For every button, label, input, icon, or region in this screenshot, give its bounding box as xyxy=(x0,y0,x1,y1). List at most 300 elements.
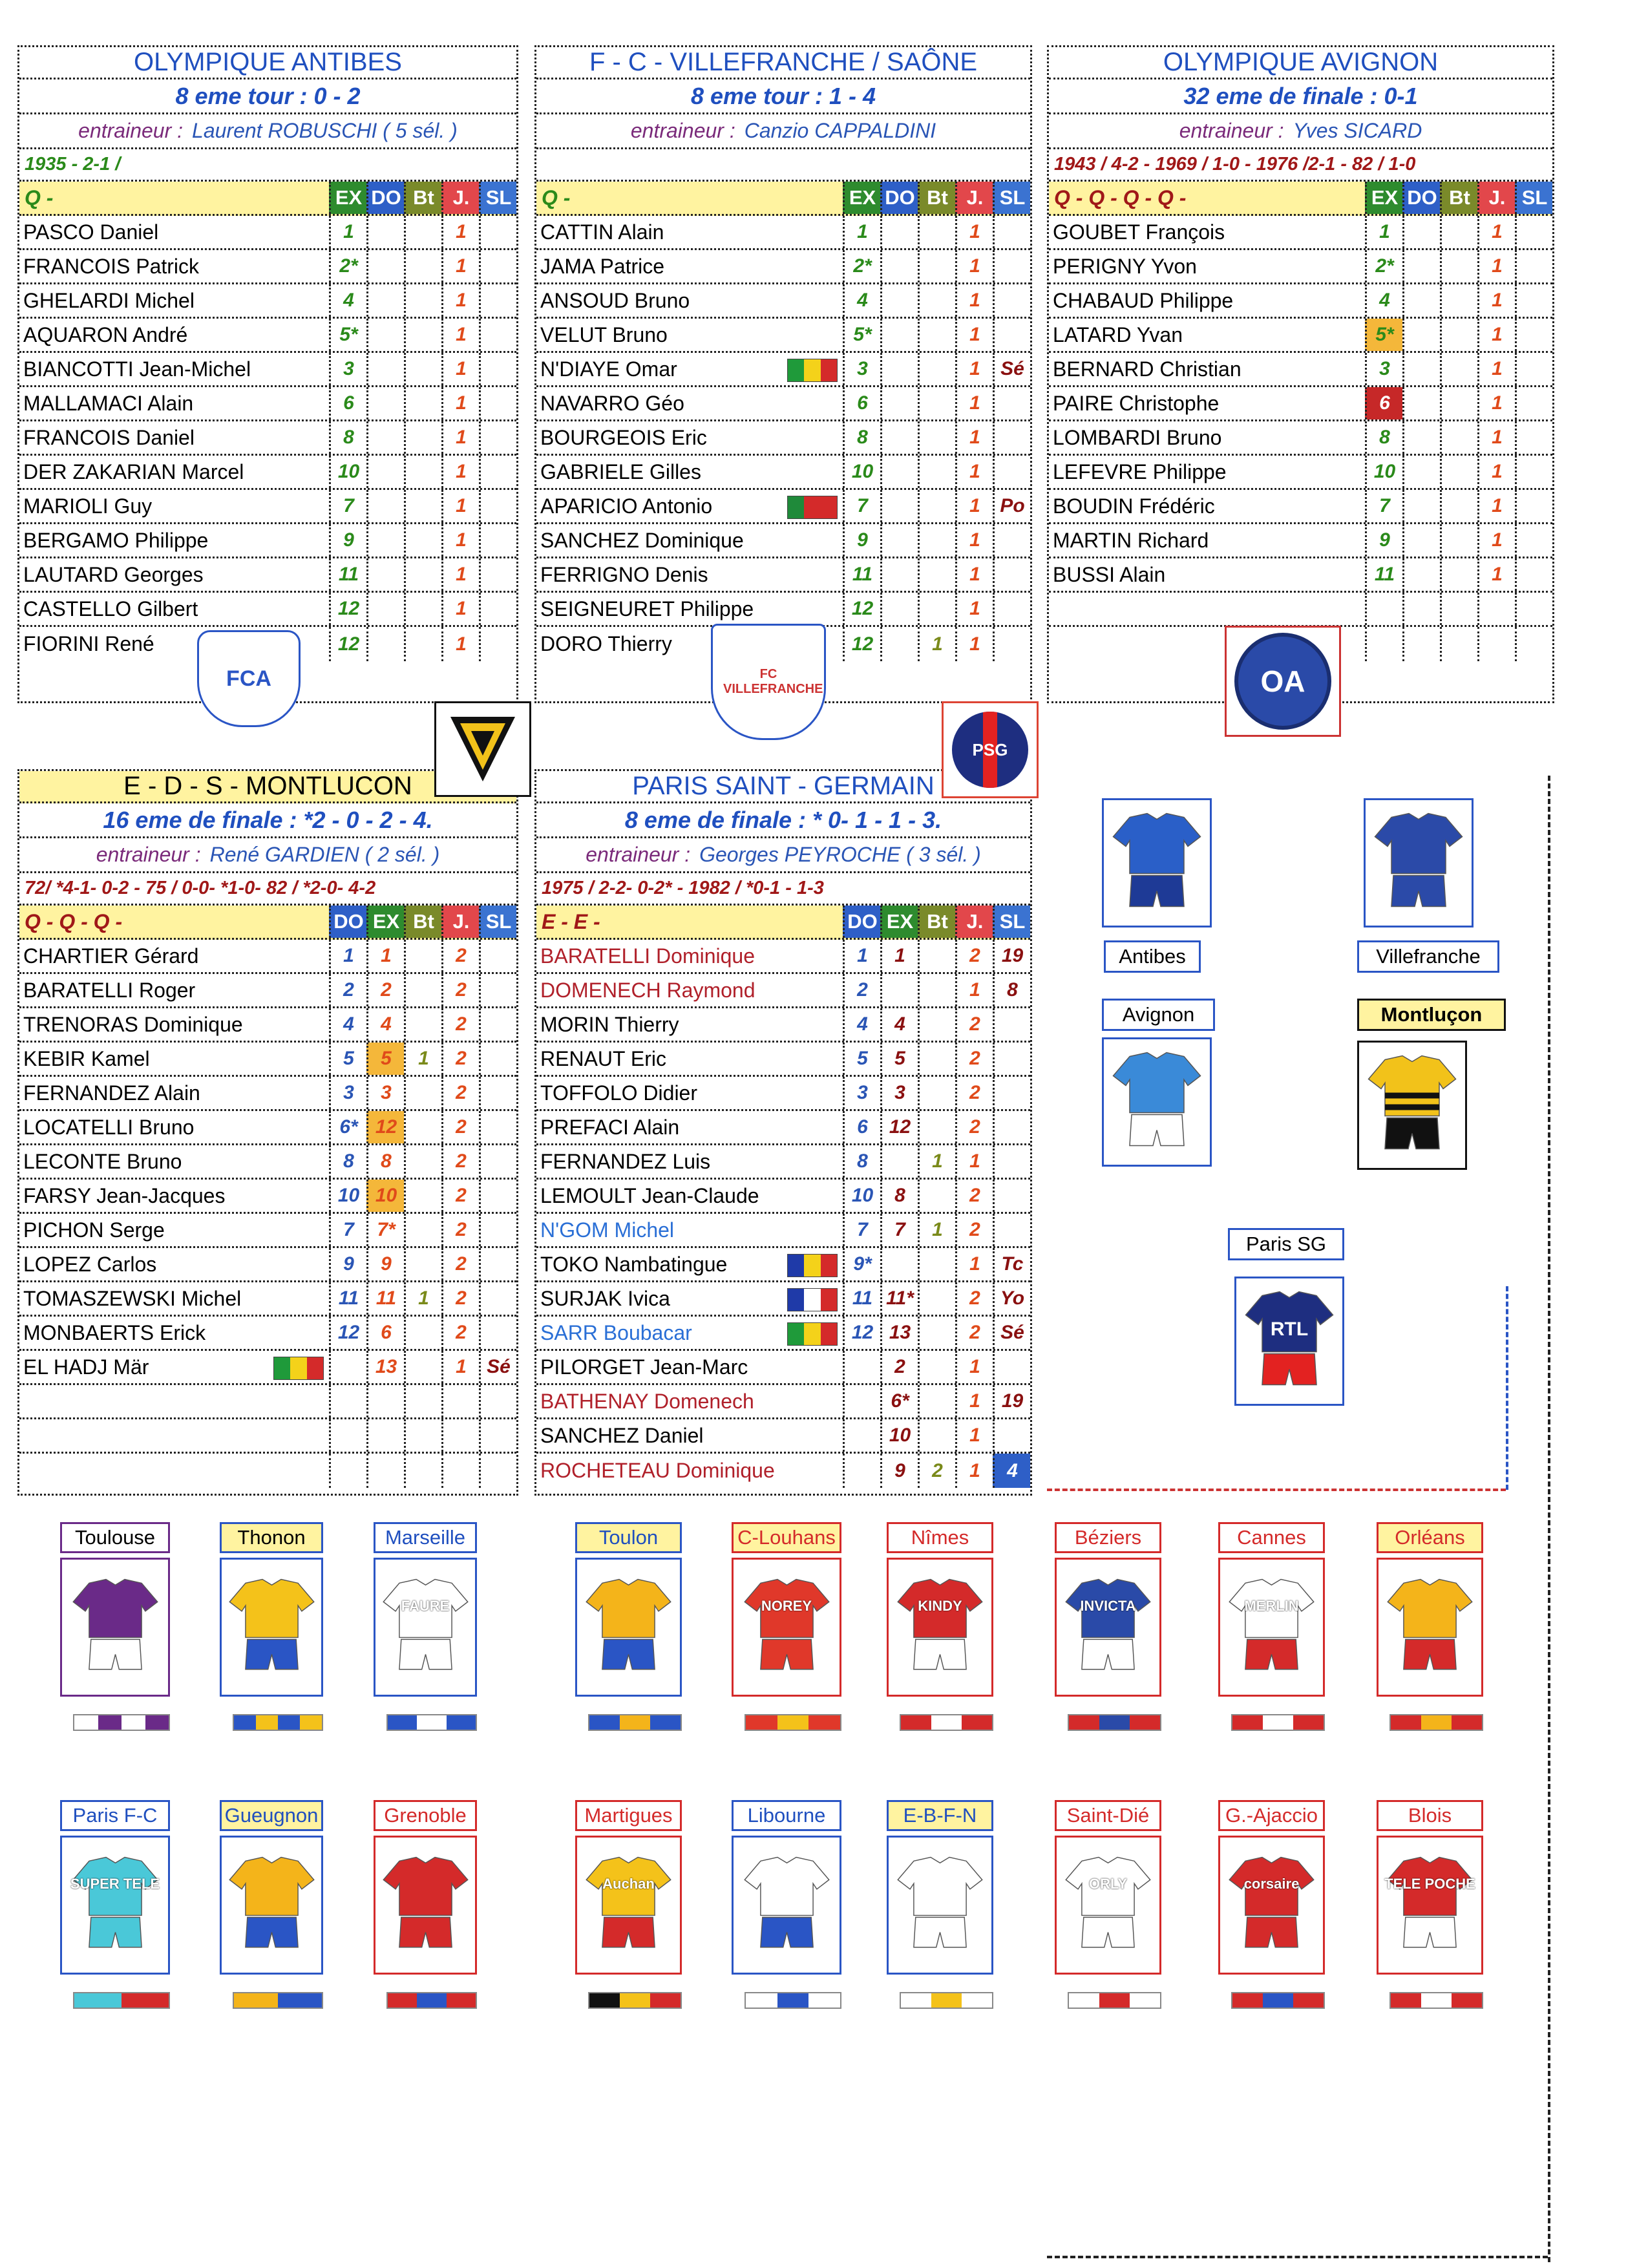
stat-ex: 9 xyxy=(1365,524,1402,556)
stat-j: 2 xyxy=(441,1282,479,1315)
stat-sl: 19 xyxy=(993,1385,1030,1417)
stat-bt xyxy=(918,1351,955,1383)
stat-ex: 2* xyxy=(843,250,880,282)
stat-do: 5 xyxy=(329,1043,366,1075)
stat-do xyxy=(366,490,404,522)
stat-sl xyxy=(479,421,516,454)
stat-sl: Sé xyxy=(993,353,1030,385)
player-row xyxy=(19,1008,516,1043)
kit-box xyxy=(1234,1277,1344,1406)
stat-sl xyxy=(479,250,516,282)
player-name: TOFFOLO Didier xyxy=(540,1081,697,1105)
jersey-icon xyxy=(1241,1283,1338,1399)
player-name: PICHON Serge xyxy=(23,1218,165,1242)
col-sl: SL xyxy=(479,906,516,938)
kit-label: E-B-F-N xyxy=(887,1800,993,1831)
player-name: PILORGET Jean-Marc xyxy=(540,1355,748,1379)
player-name: PERIGNY Yvon xyxy=(1053,254,1197,278)
stat-ex: 7* xyxy=(366,1214,404,1246)
player-row xyxy=(536,1111,1030,1145)
player-name xyxy=(19,1454,329,1488)
stat-do: 3 xyxy=(329,1077,366,1109)
stat-bt xyxy=(404,593,441,625)
stat-sl xyxy=(479,387,516,419)
stat-ex: 11 xyxy=(366,1282,404,1315)
stat-do xyxy=(366,216,404,248)
stat-j: 1 xyxy=(441,490,479,522)
stat-do: 10 xyxy=(329,1180,366,1212)
stat-bt xyxy=(404,1248,441,1280)
player-name: RENAUT Eric xyxy=(540,1046,666,1070)
stat-sl xyxy=(1515,593,1552,625)
player-row xyxy=(536,216,1030,250)
stat-ex: 2 xyxy=(880,1351,918,1383)
player-row xyxy=(536,1317,1030,1351)
kit-label: Thonon xyxy=(220,1522,323,1553)
stat-bt xyxy=(1440,250,1477,282)
jersey-icon xyxy=(1061,1564,1155,1690)
col-bt: Bt xyxy=(1440,182,1477,214)
stat-ex: 6 xyxy=(843,387,880,419)
stat-j xyxy=(441,1454,479,1488)
stat-j: 1 xyxy=(441,558,479,591)
player-row xyxy=(19,1419,516,1454)
stat-do: 1 xyxy=(843,940,880,972)
stat-bt xyxy=(404,1385,441,1417)
player-name: ROCHETEAU Dominique xyxy=(540,1459,775,1482)
stat-bt xyxy=(918,974,955,1006)
stat-do: 8 xyxy=(329,1145,366,1178)
player-row xyxy=(19,284,516,319)
stat-ex: 8 xyxy=(1365,421,1402,454)
stat-sl xyxy=(479,1214,516,1246)
stat-ex: 7 xyxy=(329,490,366,522)
player-row xyxy=(536,940,1030,974)
player-name: SARR Boubacar xyxy=(536,1317,843,1349)
stat-ex: 7 xyxy=(880,1214,918,1246)
col-j: J. xyxy=(441,182,479,214)
player-name: LATARD Yvan xyxy=(1053,323,1183,346)
jersey-icon xyxy=(893,1564,987,1690)
stat-ex: 12 xyxy=(366,1111,404,1143)
player-name: SEIGNEURET Philippe xyxy=(540,597,754,620)
player-name: LAUTARD Georges xyxy=(23,562,204,586)
col-ex: EX xyxy=(366,906,404,938)
stat-sl xyxy=(479,1043,516,1075)
stat-ex xyxy=(880,1145,918,1178)
kit-sponsor: FAURE xyxy=(401,1598,450,1614)
player-name: MORIN Thierry xyxy=(540,1012,679,1036)
stat-sl xyxy=(479,1317,516,1349)
player-name: FERNANDEZ Luis xyxy=(540,1149,711,1173)
stat-ex: 2* xyxy=(1365,250,1402,282)
stat-bt xyxy=(404,387,441,419)
col-ex: EX xyxy=(843,182,880,214)
stat-do xyxy=(1402,627,1440,661)
kit-label: Nîmes xyxy=(887,1522,993,1553)
stat-bt xyxy=(918,1111,955,1143)
stat-bt xyxy=(404,456,441,488)
kit-box xyxy=(1055,1558,1161,1697)
stat-sl xyxy=(479,456,516,488)
player-row xyxy=(19,1282,516,1317)
stat-bt xyxy=(1440,284,1477,317)
kit-box xyxy=(732,1558,841,1697)
stat-bt xyxy=(918,490,955,522)
kit-box xyxy=(1055,1836,1161,1975)
stat-ex: 9 xyxy=(366,1248,404,1280)
stat-bt xyxy=(1440,421,1477,454)
col-do: DO xyxy=(880,182,918,214)
stat-sl xyxy=(993,1145,1030,1178)
stat-do: 4 xyxy=(329,1008,366,1041)
stat-j: 2 xyxy=(955,1008,993,1041)
stat-ex xyxy=(366,1419,404,1452)
stat-ex: 12 xyxy=(329,593,366,625)
player-name: BOUDIN Frédéric xyxy=(1053,494,1215,518)
jersey-icon xyxy=(1383,1564,1477,1690)
stat-j: 1 xyxy=(955,627,993,661)
kit-sponsor: SUPER TELE xyxy=(70,1876,160,1892)
stat-j: 1 xyxy=(955,1145,993,1178)
kit-sponsor: NOREY xyxy=(761,1598,812,1614)
stat-j: 2 xyxy=(441,1008,479,1041)
stat-sl xyxy=(479,1077,516,1109)
kit-label: C-Louhans xyxy=(732,1522,841,1553)
stat-bt xyxy=(918,524,955,556)
player-row xyxy=(19,456,516,490)
avignon-crest xyxy=(1225,626,1341,737)
stat-do xyxy=(880,490,918,522)
stat-j: 1 xyxy=(955,250,993,282)
stat-sl xyxy=(479,353,516,385)
kit-box xyxy=(220,1558,323,1697)
stat-j: 2 xyxy=(955,1077,993,1109)
stat-ex: 8 xyxy=(329,421,366,454)
stat-bt xyxy=(1440,456,1477,488)
stat-sl xyxy=(1515,524,1552,556)
stat-bt xyxy=(404,524,441,556)
stat-sl xyxy=(993,1043,1030,1075)
stat-bt: 2 xyxy=(918,1454,955,1488)
player-name: MARIOLI Guy xyxy=(23,494,153,518)
player-name: PAIRE Christophe xyxy=(1053,391,1220,415)
kit-label: Gueugnon xyxy=(220,1800,323,1831)
stat-bt xyxy=(918,558,955,591)
jersey-icon xyxy=(69,1564,162,1690)
col-bt: Bt xyxy=(404,182,441,214)
stat-bt xyxy=(918,387,955,419)
stat-j xyxy=(1477,627,1515,661)
color-bar xyxy=(1231,1714,1325,1731)
stat-ex: 1 xyxy=(366,940,404,972)
player-name: MALLAMACI Alain xyxy=(23,391,194,415)
psg-crest xyxy=(942,701,1039,798)
player-row xyxy=(536,490,1030,524)
player-name: BERGAMO Philippe xyxy=(23,528,209,552)
team-name: OLYMPIQUE AVIGNON xyxy=(1049,47,1552,79)
kit-label: Paris F-C xyxy=(60,1800,170,1831)
stat-sl xyxy=(993,1180,1030,1212)
panel-villefranche xyxy=(534,45,1032,703)
stat-ex: 12 xyxy=(843,627,880,661)
player-row xyxy=(1049,456,1552,490)
kit-box xyxy=(374,1558,477,1697)
kit-label: Saint-Dié xyxy=(1055,1800,1161,1831)
player-row xyxy=(1049,319,1552,353)
player-row xyxy=(536,524,1030,558)
stat-ex: 6 xyxy=(366,1317,404,1349)
kit-box xyxy=(1218,1558,1325,1697)
stat-bt xyxy=(918,456,955,488)
player-row xyxy=(19,1248,516,1282)
stat-sl xyxy=(1515,250,1552,282)
team-name: PARIS SAINT - GERMAIN xyxy=(536,771,1030,803)
player-name: PASCO Daniel xyxy=(23,220,159,244)
stat-sl xyxy=(479,558,516,591)
stat-do xyxy=(1402,353,1440,385)
stat-ex: 6 xyxy=(329,387,366,419)
stat-bt xyxy=(404,1180,441,1212)
player-name: LECONTE Bruno xyxy=(23,1149,182,1173)
kit-box xyxy=(220,1836,323,1975)
team-name: F - C - VILLEFRANCHE / SAÔNE xyxy=(536,47,1030,79)
stat-bt: 1 xyxy=(404,1282,441,1315)
stat-j: 1 xyxy=(1477,250,1515,282)
stat-ex: 11* xyxy=(880,1282,918,1315)
stat-ex: 9 xyxy=(880,1454,918,1488)
column-header xyxy=(536,182,1030,216)
stat-sl: Yo xyxy=(993,1282,1030,1315)
stat-sl xyxy=(993,1214,1030,1246)
color-bar xyxy=(1231,1992,1325,2009)
kit-label: Paris SG xyxy=(1228,1228,1344,1260)
stat-bt xyxy=(918,1043,955,1075)
stat-do xyxy=(366,524,404,556)
stat-do xyxy=(366,627,404,661)
stat-j: 1 xyxy=(955,593,993,625)
color-bar xyxy=(588,1992,682,2009)
col-ex: EX xyxy=(1365,182,1402,214)
dashed-border-psg-kit xyxy=(1506,1286,1508,1490)
stat-ex: 8 xyxy=(366,1145,404,1178)
stat-bt: 1 xyxy=(918,1145,955,1178)
player-row xyxy=(19,940,516,974)
stat-bt xyxy=(918,1317,955,1349)
stat-ex xyxy=(366,1454,404,1488)
player-row xyxy=(19,1214,516,1248)
stat-do xyxy=(1402,558,1440,591)
player-name: AQUARON André xyxy=(23,323,188,346)
player-row xyxy=(536,1419,1030,1454)
stat-do: 8 xyxy=(843,1145,880,1178)
stat-bt xyxy=(918,1282,955,1315)
stat-j: 2 xyxy=(955,1043,993,1075)
stat-do: 10 xyxy=(843,1180,880,1212)
player-name: TOMASZEWSKI Michel xyxy=(23,1286,242,1310)
player-row xyxy=(19,1111,516,1145)
jersey-icon xyxy=(740,1564,834,1690)
color-bar xyxy=(900,1992,993,2009)
stat-sl xyxy=(479,1385,516,1417)
coach-name: Georges PEYROCHE ( 3 sél. ) xyxy=(699,843,981,866)
stat-do xyxy=(1402,593,1440,625)
stat-bt xyxy=(918,1008,955,1041)
coach-name: Laurent ROBUSCHI ( 5 sél. ) xyxy=(192,119,458,142)
stat-j: 1 xyxy=(441,1351,479,1383)
player-row xyxy=(19,319,516,353)
stat-sl xyxy=(479,319,516,351)
stat-ex: 10 xyxy=(843,456,880,488)
col-do: DO xyxy=(1402,182,1440,214)
stat-j: 2 xyxy=(441,1214,479,1246)
kit-box xyxy=(1364,798,1474,927)
portugal-flag-icon xyxy=(787,496,838,519)
player-row xyxy=(536,456,1030,490)
psg-crest-text: PSG xyxy=(972,739,1008,759)
stat-ex: 7 xyxy=(843,490,880,522)
player-name xyxy=(19,1385,329,1417)
stat-ex: 3 xyxy=(329,353,366,385)
player-row xyxy=(536,1385,1030,1419)
stat-ex: 2* xyxy=(329,250,366,282)
stat-j: 1 xyxy=(1477,421,1515,454)
stat-j: 1 xyxy=(955,1385,993,1417)
jersey-icon xyxy=(1061,1842,1155,1968)
stat-sl xyxy=(479,1282,516,1315)
stat-bt xyxy=(404,1145,441,1178)
stat-j: 1 xyxy=(955,490,993,522)
kit-label: Grenoble xyxy=(374,1800,477,1831)
kit-label: Béziers xyxy=(1055,1522,1161,1553)
player-name: BARATELLI Roger xyxy=(23,978,196,1002)
player-row xyxy=(1049,284,1552,319)
stat-bt xyxy=(918,1077,955,1109)
stat-j: 2 xyxy=(955,1317,993,1349)
col-j: J. xyxy=(441,906,479,938)
player-row xyxy=(1049,524,1552,558)
stat-j: 1 xyxy=(955,456,993,488)
kit-label: Villefranche xyxy=(1357,940,1499,973)
player-name: EL HADJ Mär xyxy=(19,1351,329,1383)
panel-psg xyxy=(534,769,1032,1496)
kit-label: G.-Ajaccio xyxy=(1218,1800,1325,1831)
round-result: 8 eme de finale : * 0- 1 - 1 - 3. xyxy=(536,803,1030,838)
stat-sl xyxy=(1515,387,1552,419)
jersey-icon xyxy=(1370,805,1467,921)
player-name: FARSY Jean-Jacques xyxy=(23,1183,226,1207)
coach-label: entraineur : xyxy=(1179,119,1284,142)
player-row xyxy=(19,1145,516,1180)
stat-sl xyxy=(1515,490,1552,522)
stat-ex xyxy=(1365,627,1402,661)
stat-do: 9* xyxy=(843,1248,880,1280)
stat-ex: 4 xyxy=(843,284,880,317)
team-name: OLYMPIQUE ANTIBES xyxy=(19,47,516,79)
stat-do xyxy=(329,1351,366,1383)
stat-bt: 1 xyxy=(918,1214,955,1246)
stat-sl xyxy=(479,1145,516,1178)
col-j: J. xyxy=(1477,182,1515,214)
antibes-crest-text: FCA xyxy=(226,666,271,691)
round-result: 32 eme de finale : 0-1 xyxy=(1049,79,1552,114)
jersey-icon xyxy=(225,1564,319,1690)
player-name: TRENORAS Dominique xyxy=(23,1012,243,1036)
player-name: TOKO Nambatingue xyxy=(536,1248,843,1280)
player-row xyxy=(19,387,516,421)
player-row xyxy=(19,1454,516,1488)
stat-ex xyxy=(366,1385,404,1417)
stat-ex: 4 xyxy=(1365,284,1402,317)
stat-j: 2 xyxy=(441,974,479,1006)
avignon-crest-text: OA xyxy=(1260,664,1305,698)
stat-j: 1 xyxy=(955,1248,993,1280)
stat-do xyxy=(329,1454,366,1488)
stat-do xyxy=(1402,387,1440,419)
stat-j: 1 xyxy=(1477,387,1515,419)
stat-bt xyxy=(404,1214,441,1246)
stat-do xyxy=(880,284,918,317)
col-bt: Bt xyxy=(404,906,441,938)
player-row xyxy=(1049,216,1552,250)
player-name: CASTELLO Gilbert xyxy=(23,597,198,620)
stat-do xyxy=(880,524,918,556)
stat-bt xyxy=(1440,558,1477,591)
stat-do xyxy=(880,319,918,351)
kit-sponsor: INVICTA xyxy=(1080,1598,1136,1614)
column-header xyxy=(536,906,1030,940)
stat-sl xyxy=(479,524,516,556)
stat-ex: 3 xyxy=(843,353,880,385)
player-row xyxy=(1049,558,1552,593)
stat-ex: 1 xyxy=(329,216,366,248)
player-row xyxy=(536,421,1030,456)
stat-ex: 6* xyxy=(880,1385,918,1417)
player-name: KEBIR Kamel xyxy=(23,1046,150,1070)
stat-j: 1 xyxy=(441,250,479,282)
stat-sl xyxy=(479,490,516,522)
stat-do xyxy=(1402,421,1440,454)
player-name: BIANCOTTI Jean-Michel xyxy=(23,357,251,381)
stat-sl xyxy=(993,387,1030,419)
player-name: GOUBET François xyxy=(1053,220,1225,244)
stat-sl: 8 xyxy=(993,974,1030,1006)
jersey-icon xyxy=(379,1842,472,1968)
stat-ex: 5 xyxy=(880,1043,918,1075)
stat-j: 1 xyxy=(955,216,993,248)
stat-ex: 4 xyxy=(366,1008,404,1041)
color-bar xyxy=(1389,1992,1483,2009)
stat-j: 1 xyxy=(441,524,479,556)
stat-do: 2 xyxy=(843,974,880,1006)
stat-sl: Po xyxy=(993,490,1030,522)
stat-sl: Tc xyxy=(993,1248,1030,1280)
player-name: DER ZAKARIAN Marcel xyxy=(23,460,244,483)
stat-bt: 1 xyxy=(918,627,955,661)
player-row xyxy=(536,250,1030,284)
player-name: LOPEZ Carlos xyxy=(23,1252,157,1276)
stat-do: 7 xyxy=(843,1214,880,1246)
col-do: DO xyxy=(329,906,366,938)
player-row xyxy=(19,421,516,456)
stat-sl xyxy=(479,1180,516,1212)
player-name xyxy=(19,1419,329,1452)
stat-bt xyxy=(404,1111,441,1143)
history-line: 1935 - 2-1 / xyxy=(19,149,516,182)
stat-sl xyxy=(479,1111,516,1143)
player-name: SURJAK Ivica xyxy=(536,1282,843,1315)
player-name: VELUT Bruno xyxy=(540,323,668,346)
